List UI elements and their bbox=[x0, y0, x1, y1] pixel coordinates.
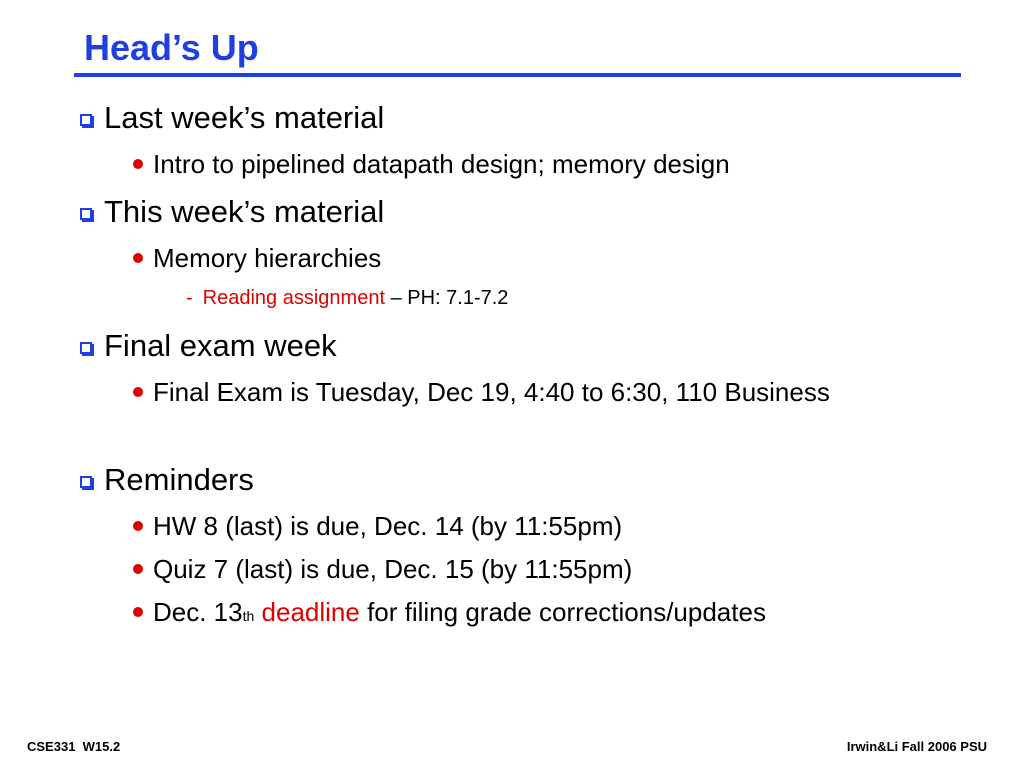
bullet-text: Memory hierarchies bbox=[153, 243, 382, 273]
deadline-highlight: deadline bbox=[261, 597, 360, 627]
bullet-final-exam-week bbox=[80, 328, 337, 364]
footer-course-label: CSE331 W15.2 bbox=[27, 739, 121, 754]
sub-bullet-deadline: Dec. 13 th deadline for filing grade corrections/updates bbox=[133, 597, 766, 628]
bullet-text: Last week’s material bbox=[104, 100, 385, 135]
bullet-text: for filing grade corrections/updates bbox=[359, 597, 766, 627]
bullet-reminders bbox=[80, 462, 254, 498]
bullet-this-week bbox=[80, 194, 384, 230]
bullet-text: HW 8 (last) is due, Dec. 14 (by 11:55pm) bbox=[153, 511, 623, 541]
square-bullet-icon bbox=[80, 342, 92, 354]
bullet-text-prefix: Dec. 13 bbox=[153, 597, 243, 627]
square-bullet-icon bbox=[80, 476, 92, 488]
sub-bullet-intro bbox=[133, 149, 730, 180]
footer-credit: Irwin&Li Fall 2006 PSU bbox=[846, 739, 987, 754]
sub-bullet-hw8 bbox=[133, 511, 622, 542]
bullet-last-week bbox=[80, 100, 384, 136]
dot-bullet-icon bbox=[133, 387, 143, 397]
square-bullet-icon bbox=[80, 114, 92, 126]
sub-sub-bullet-reading bbox=[186, 287, 508, 310]
dot-bullet-icon bbox=[133, 159, 143, 169]
sub-bullet-memory bbox=[133, 243, 381, 274]
bullet-text: Intro to pipelined datapath design; memory design bbox=[153, 149, 730, 179]
dot-bullet-icon bbox=[133, 521, 143, 531]
dash-bullet-icon: - bbox=[186, 287, 193, 309]
bullet-text: Final Exam is Tuesday, Dec 19, 4:40 to 6:30, 110 Business bbox=[153, 377, 830, 407]
bullet-text: Reminders bbox=[104, 462, 254, 497]
dot-bullet-icon bbox=[133, 607, 143, 617]
square-bullet-icon bbox=[80, 208, 92, 220]
bullet-text: This week’s material bbox=[104, 194, 385, 229]
sub-bullet-quiz7 bbox=[133, 554, 632, 585]
dot-bullet-icon bbox=[133, 564, 143, 574]
reading-assignment-highlight: Reading assignment bbox=[202, 287, 386, 309]
bullet-text: Final exam week bbox=[104, 328, 337, 363]
bullet-text: – PH: 7.1-7.2 bbox=[385, 287, 509, 309]
slide-title: Head’s Up bbox=[84, 27, 259, 68]
dot-bullet-icon bbox=[133, 253, 143, 263]
sub-bullet-final-exam bbox=[133, 377, 830, 408]
bullet-text: Quiz 7 (last) is due, Dec. 15 (by 11:55pm) bbox=[153, 554, 633, 584]
